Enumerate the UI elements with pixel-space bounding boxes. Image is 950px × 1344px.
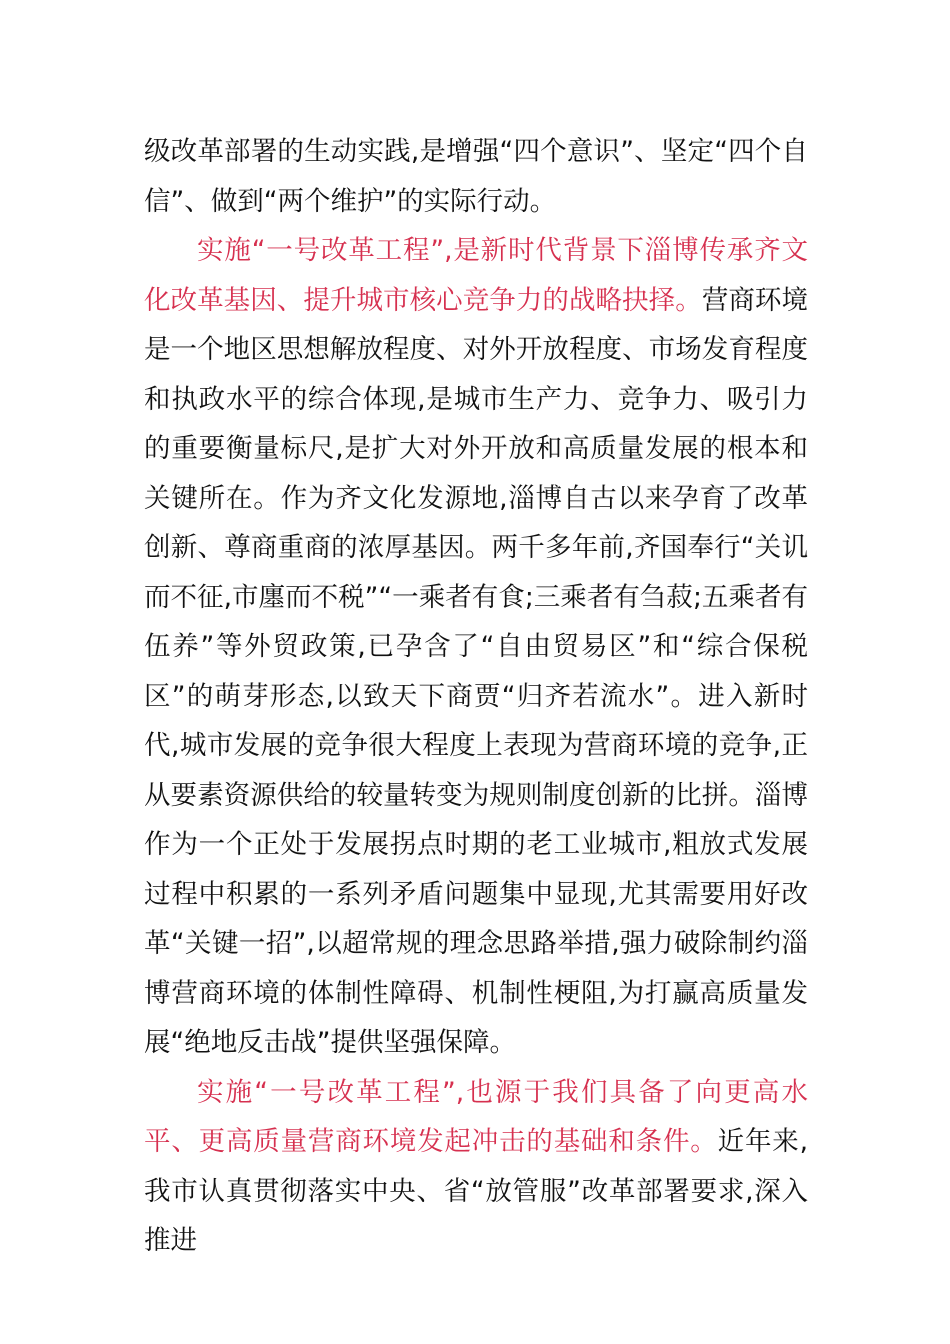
- paragraph-2-highlight: 实施“一号改革工程”,是新时代背景下淄博传承齐文化改革基因、提升城市核心竞争力的战略抉择。: [144, 235, 808, 316]
- paragraph-2-text: 营商环境是一个地区思想解放程度、对外开放程度、市场发育程度和执政水平的综合体现,是城市生产力、竞争力、吸引力的重要衡量标尺,是扩大对外开放和高质量发展的根本和关键所在。作为齐文化发源地,淄博自古以来孕育了改革创新、尊商重商的浓厚基因。两千多年前,齐国奉行“关讥而不征,市廛而不税”“一乘者有食;三乘者有刍菽;五乘者有伍养”等外贸政策,已孕含了“自由贸易区”和“综合保税区”的萌芽形态,以致天下商贾“归齐若流水”。进入新时代,城市发展的竞争很大程度上表现为营商环境的竞争,正从要素资源供给的较量转变为规则制度创新的比拼。淄博作为一个正处于发展拐点时期的老工业城市,粗放式发展过程中积累的一系列矛盾问题集中显现,尤其需要用好改革“关键一招”,以超常规的理念思路举措,强力破除制约淄博营商环境的体制性障碍、机制性梗阻,为打赢高质量发展“绝地反击战”提供坚强保障。: [144, 284, 808, 1058]
- paragraph-3-highlight: 实施“一号改革工程”,也源于我们具备了向更高水平、更高质量营商环境发起冲击的基础和条件。: [144, 1076, 808, 1157]
- document-body: [144, 127, 808, 1266]
- paragraph-3-text: 近年来,我市认真贯彻落实中央、省“放管服”改革部署要求,深入推进: [144, 1126, 808, 1256]
- paragraph-1: [144, 127, 808, 226]
- paragraph-3: [144, 1068, 808, 1266]
- paragraph-1-text: 级改革部署的生动实践,是增强“四个意识”、坚定“四个自信”、做到“两个维护”的实际行动。: [144, 136, 808, 217]
- paragraph-2: [144, 226, 808, 1068]
